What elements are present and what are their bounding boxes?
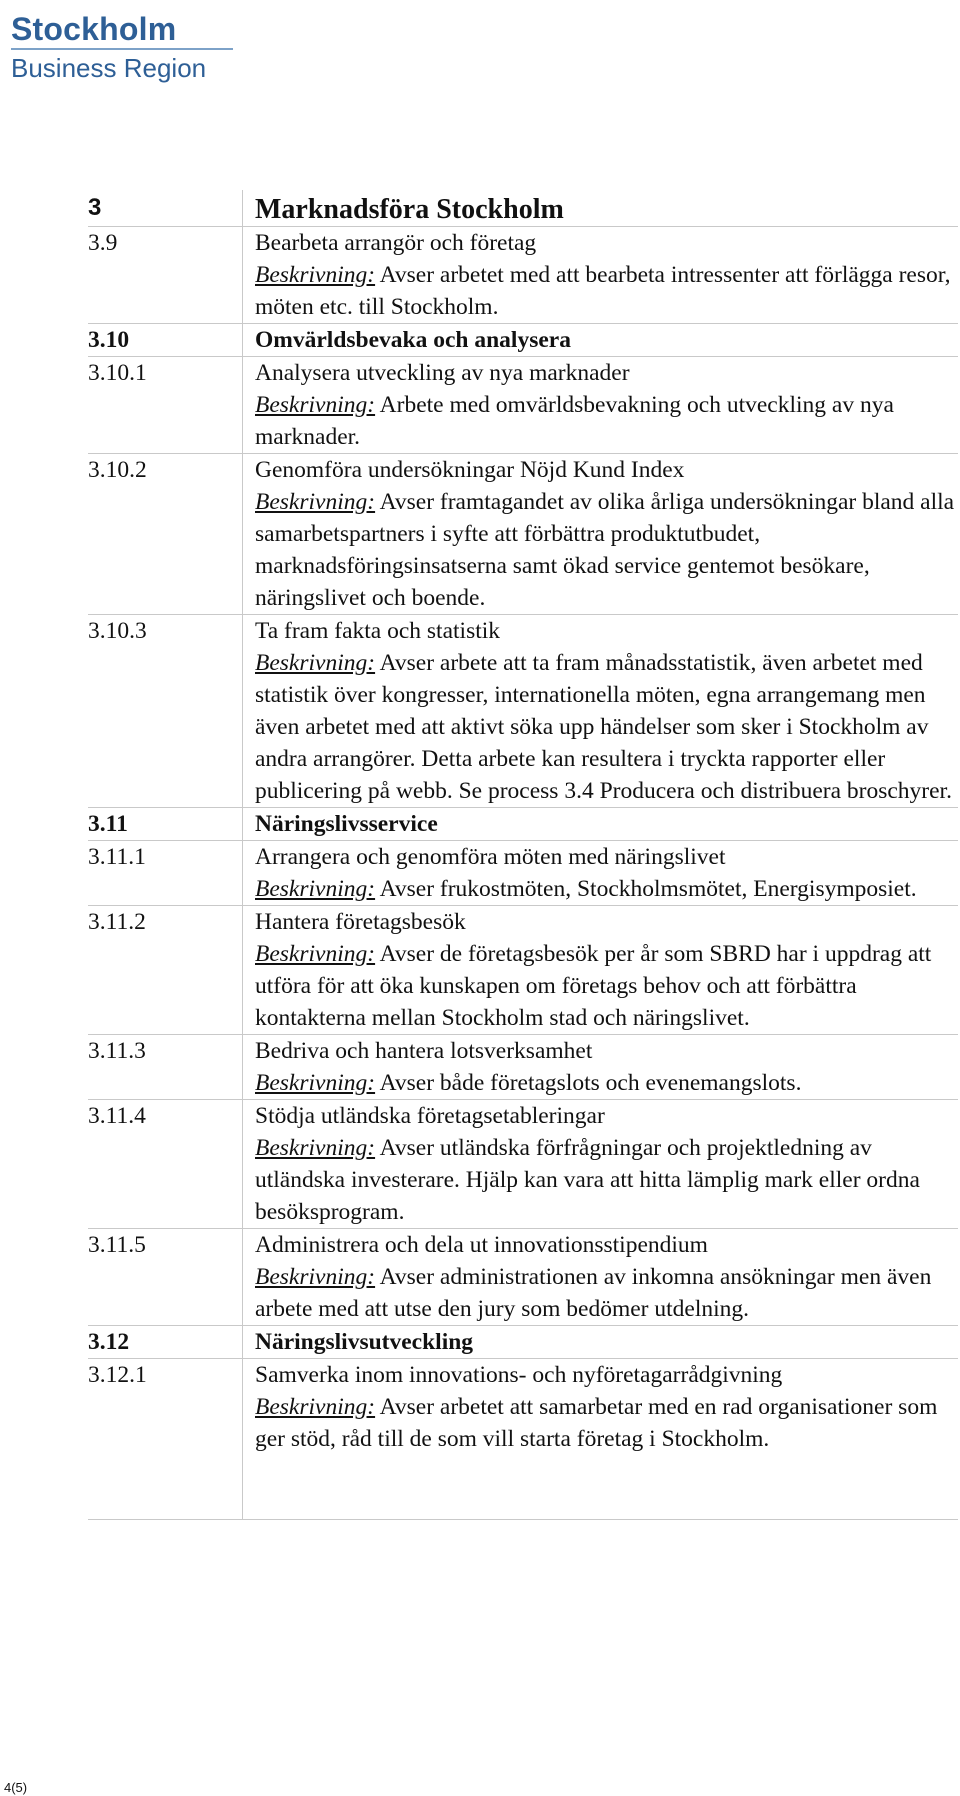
row-content [243,454,959,615]
description-label: Beskrivning: [255,941,376,967]
row-number: 3.12 [88,1326,243,1359]
page-number: 4(5) [4,1780,28,1795]
table-row [88,615,958,808]
row-number: 3.10.3 [88,615,243,808]
row-description [255,486,958,614]
description-label: Beskrivning: [255,489,376,515]
chapter-row [88,190,958,227]
row-content [243,1100,959,1229]
row-content [243,227,959,324]
table-row [88,454,958,615]
row-title: Hantera företagsbesök [255,909,466,935]
logo-line-1: Stockholm [11,11,177,47]
empty-cell [88,1455,243,1520]
description-text: Avser arbetet med att bearbeta intressenter att förlägga resor, möten etc. till Stockholm. [255,262,951,320]
description-label: Beskrivning: [255,392,376,418]
row-content [243,1035,959,1100]
row-title: Administrera och dela ut innovationsstipendium [255,1232,708,1258]
row-content [243,615,959,808]
table-row [88,906,958,1035]
description-text: Avser framtagandet av olika årliga undersökningar bland alla samarbetspartners i syfte att förbättra produktutbudet, marknadsföringsinsatserna samt ökad service gentemot besökare, näringslivet och boende. [255,489,955,611]
row-content [243,841,959,906]
logo [11,12,236,83]
description-text: Avser arbete att ta fram månadsstatistik, även arbetet med statistik över kongresser, internationella möten, egna arrangemang men även arbetet med att aktivt söka upp händelser som sker i Stockholm av andra arrangörer. Detta arbete kan resultera i tryckta rapporter eller publicering på webb. Se process 3.4 Producera och distribuera broschyrer. [255,650,952,804]
logo-line-2: Business Region [11,53,207,83]
row-number: 3.11.3 [88,1035,243,1100]
row-number: 3.12.1 [88,1362,147,1388]
row-title: Bedriva och hantera lotsverksamhet [255,1038,593,1064]
description-label: Beskrivning: [255,262,376,288]
row-description [255,938,958,1034]
row-description [255,1132,958,1228]
row-description [255,1067,958,1099]
row-title: Stödja utländska företagsetableringar [255,1103,605,1129]
row-number: 3.11.4 [88,1100,243,1229]
table-row [88,1035,958,1100]
table-row [88,1100,958,1229]
row-number: 3.11.2 [88,906,243,1035]
table-row [88,227,958,324]
row-description [255,873,958,905]
description-text: Avser administrationen av inkomna ansökningar men även arbete med att utse den jury som bedömer utdelning. [255,1264,932,1322]
row-number: 3.11.5 [88,1229,243,1326]
section-row [88,1326,958,1359]
description-label: Beskrivning: [255,650,376,676]
row-title: Arrangera och genomföra möten med näringslivet [255,844,726,870]
empty-cell [243,1455,959,1520]
row-content [243,1359,959,1456]
row-number: 3.11.1 [88,841,243,906]
logo-divider [11,48,233,50]
description-text: Avser frukostmöten, Stockholmsmötet, Energisymposiet. [375,876,917,902]
section-row [88,808,958,841]
table-row [88,357,958,454]
row-description [255,259,958,323]
row-number: 3.10.1 [88,357,243,454]
row-title: Analysera utveckling av nya marknader [255,360,630,386]
description-text: Avser både företagslots och evenemangslots. [375,1070,802,1096]
chapter-number: 3 [88,190,243,227]
row-title: Bearbeta arrangör och företag [255,230,537,256]
row-description [255,647,958,807]
description-label: Beskrivning: [255,876,376,902]
description-label: Beskrivning: [255,1135,376,1161]
process-table [88,190,958,1520]
description-label: Beskrivning: [255,1264,376,1290]
row-number: 3.9 [88,227,243,324]
table-row [88,1359,958,1456]
row-number: 3.11 [88,808,243,841]
row-title: Genomföra undersökningar Nöjd Kund Index [255,457,685,483]
description-label: Beskrivning: [255,1070,376,1096]
row-number: 3.10 [88,324,243,357]
row-title: Näringslivsservice [243,808,959,841]
row-content [243,357,959,454]
description-text: Arbete med omvärldsbevakning och utveckling av nya marknader. [255,392,894,450]
row-title: Samverka inom innovations- och nyföretagarrådgivning [255,1362,783,1388]
description-text: Avser utländska förfrågningar och projektledning av utländska investerare. Hjälp kan vara att hitta lämplig mark eller ordna besöksprogram. [255,1135,920,1225]
table-row [88,841,958,906]
description-label: Beskrivning: [255,1394,376,1420]
row-content [243,906,959,1035]
row-description [255,1261,958,1325]
row-description [255,389,958,453]
row-content [243,1229,959,1326]
row-description [255,1391,958,1455]
row-title: Ta fram fakta och statistik [255,618,501,644]
row-title: Omvärldsbevaka och analysera [243,324,959,357]
description-text: Avser arbetet att samarbetar med en rad organisationer som ger stöd, råd till de som vill starta företag i Stockholm. [255,1394,938,1452]
table-row [88,1229,958,1326]
chapter-title: Marknadsföra Stockholm [243,190,959,227]
description-text: Avser de företagsbesök per år som SBRD har i uppdrag att utföra för att öka kunskapen om företags behov och att förbättra kontakterna mellan Stockholm stad och näringslivet. [255,941,932,1031]
empty-row [88,1455,958,1520]
section-row [88,324,958,357]
row-title: Näringslivsutveckling [243,1326,959,1359]
row-number: 3.10.2 [88,454,243,615]
